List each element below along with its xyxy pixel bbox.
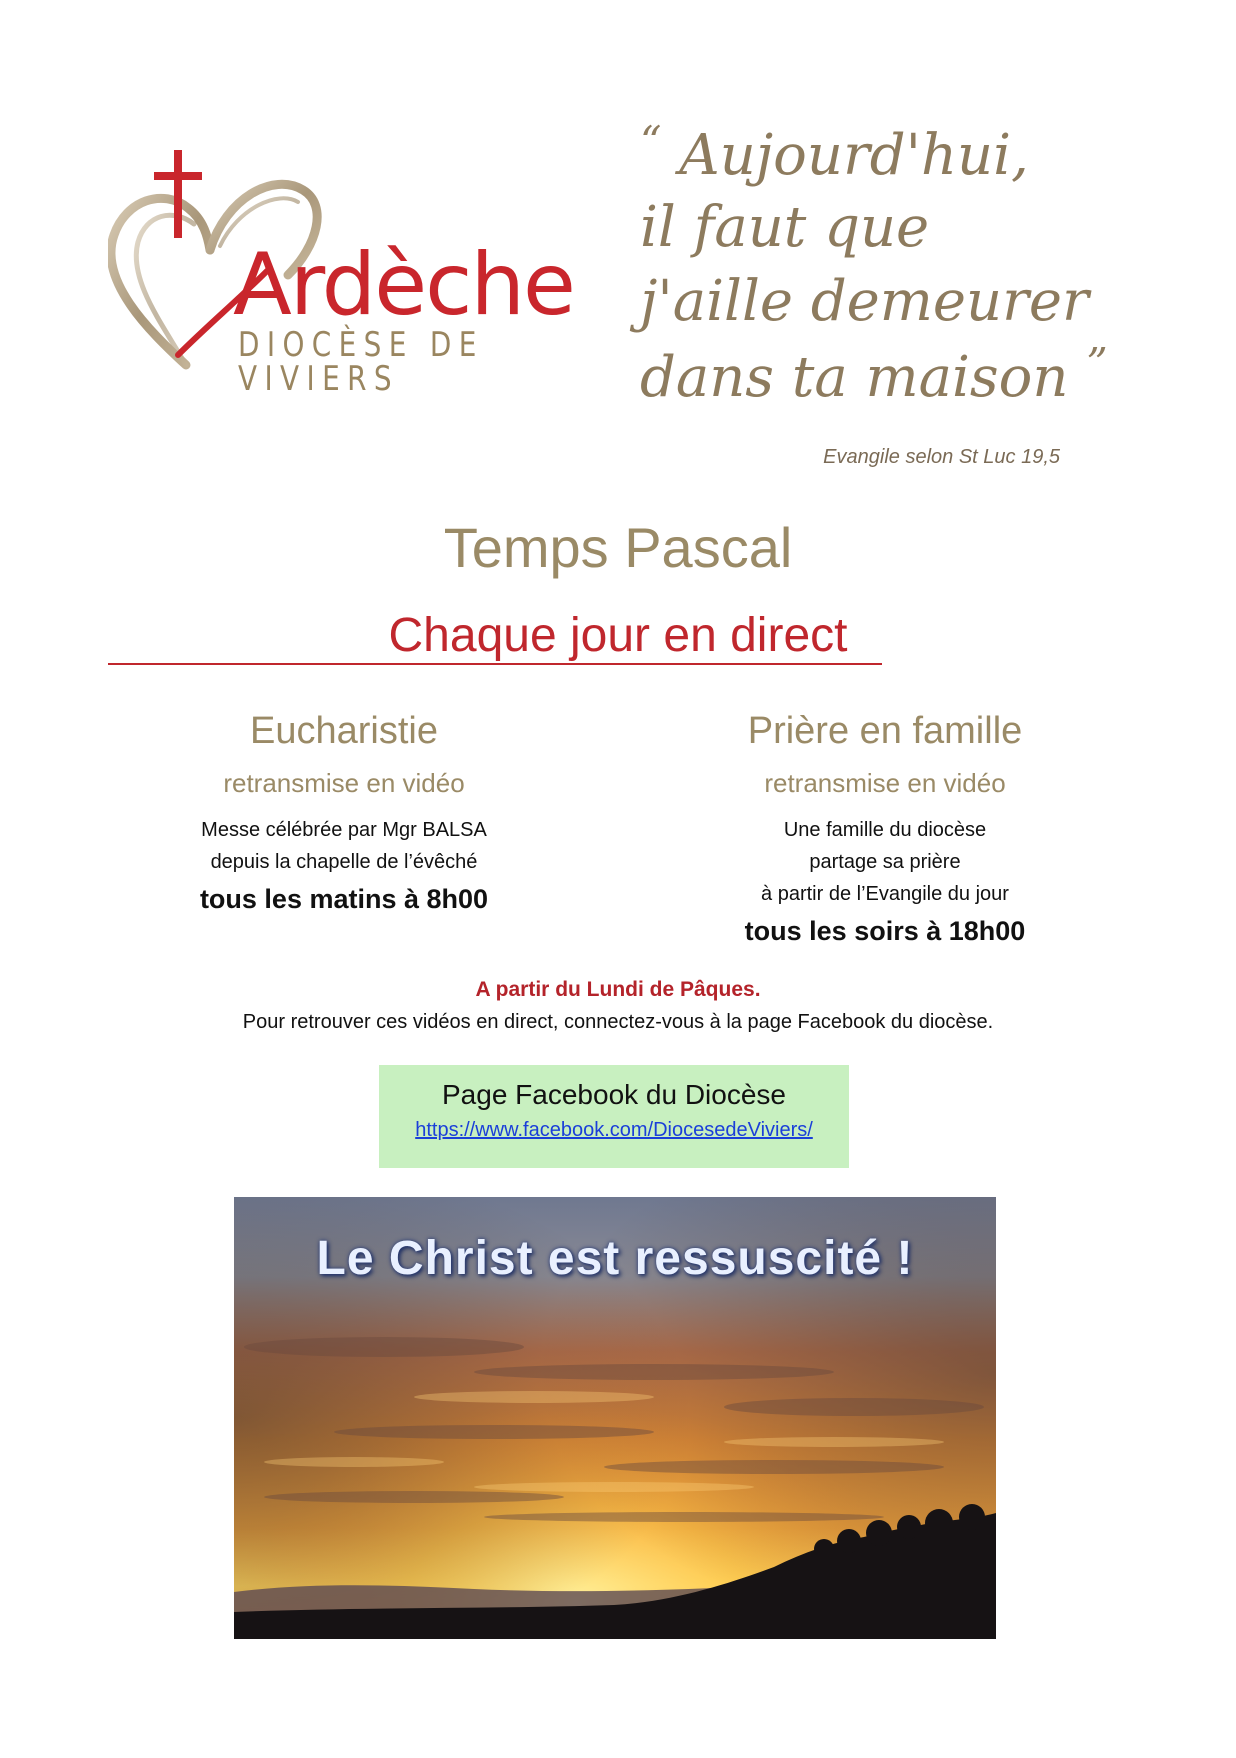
notice-start-date: A partir du Lundi de Pâques. xyxy=(475,978,761,1001)
family-prayer-line-1: Une famille du diocèse xyxy=(783,819,987,841)
eucharist-time: tous les matins à 8h00 xyxy=(199,884,489,914)
logo-subtitle: DIOCÈSE DE VIVIERS xyxy=(238,325,484,399)
eucharist-line-1: Messe célébrée par Mgr BALSA xyxy=(201,819,487,841)
page-subtitle: Chaque jour en direct xyxy=(388,609,848,662)
eucharist-title: Eucharistie xyxy=(250,710,438,752)
notice-instructions: Pour retrouver ces vidéos en direct, connectez-vous à la page Facebook du diocèse. xyxy=(242,1011,994,1033)
quote-line-3: j'aille demeurer xyxy=(640,269,1089,334)
quote-close-mark: ” xyxy=(1086,339,1108,388)
facebook-box xyxy=(379,1065,849,1168)
eucharist-subtitle: retransmise en vidéo xyxy=(223,768,465,798)
family-prayer-subtitle: retransmise en vidéo xyxy=(764,768,1006,798)
quote-line-1: “ Aujourd'hui, xyxy=(640,117,1029,188)
family-prayer-title: Prière en famille xyxy=(747,710,1023,752)
family-prayer-line-3: à partir de l’Evangile du jour xyxy=(761,883,1009,905)
logo-wordmark: Ardèche xyxy=(233,235,574,335)
photo-caption: Le Christ est ressuscité ! xyxy=(316,1232,914,1285)
family-prayer-line-2: partage sa prière xyxy=(809,851,961,873)
facebook-page-link[interactable]: https://www.facebook.com/DiocesedeViviers/ xyxy=(415,1119,813,1141)
eucharist-column xyxy=(148,712,540,913)
subtitle-underline xyxy=(108,663,882,665)
quote-reference: Evangile selon St Luc 19,5 xyxy=(823,446,1060,468)
family-prayer-column xyxy=(680,712,1090,945)
facebook-box-title: Page Facebook du Diocèse xyxy=(442,1079,786,1110)
quote-line-2: il faut que xyxy=(640,195,930,260)
quote-line-4: dans ta maison ” xyxy=(640,339,1108,410)
sunset-photo xyxy=(234,1197,996,1639)
eucharist-line-2: depuis la chapelle de l’évêché xyxy=(210,851,478,873)
diocese-logo xyxy=(108,150,578,399)
family-prayer-time: tous les soirs à 18h00 xyxy=(744,916,1026,946)
page-title: Temps Pascal xyxy=(443,516,793,579)
quote-open-mark: “ xyxy=(640,117,662,166)
